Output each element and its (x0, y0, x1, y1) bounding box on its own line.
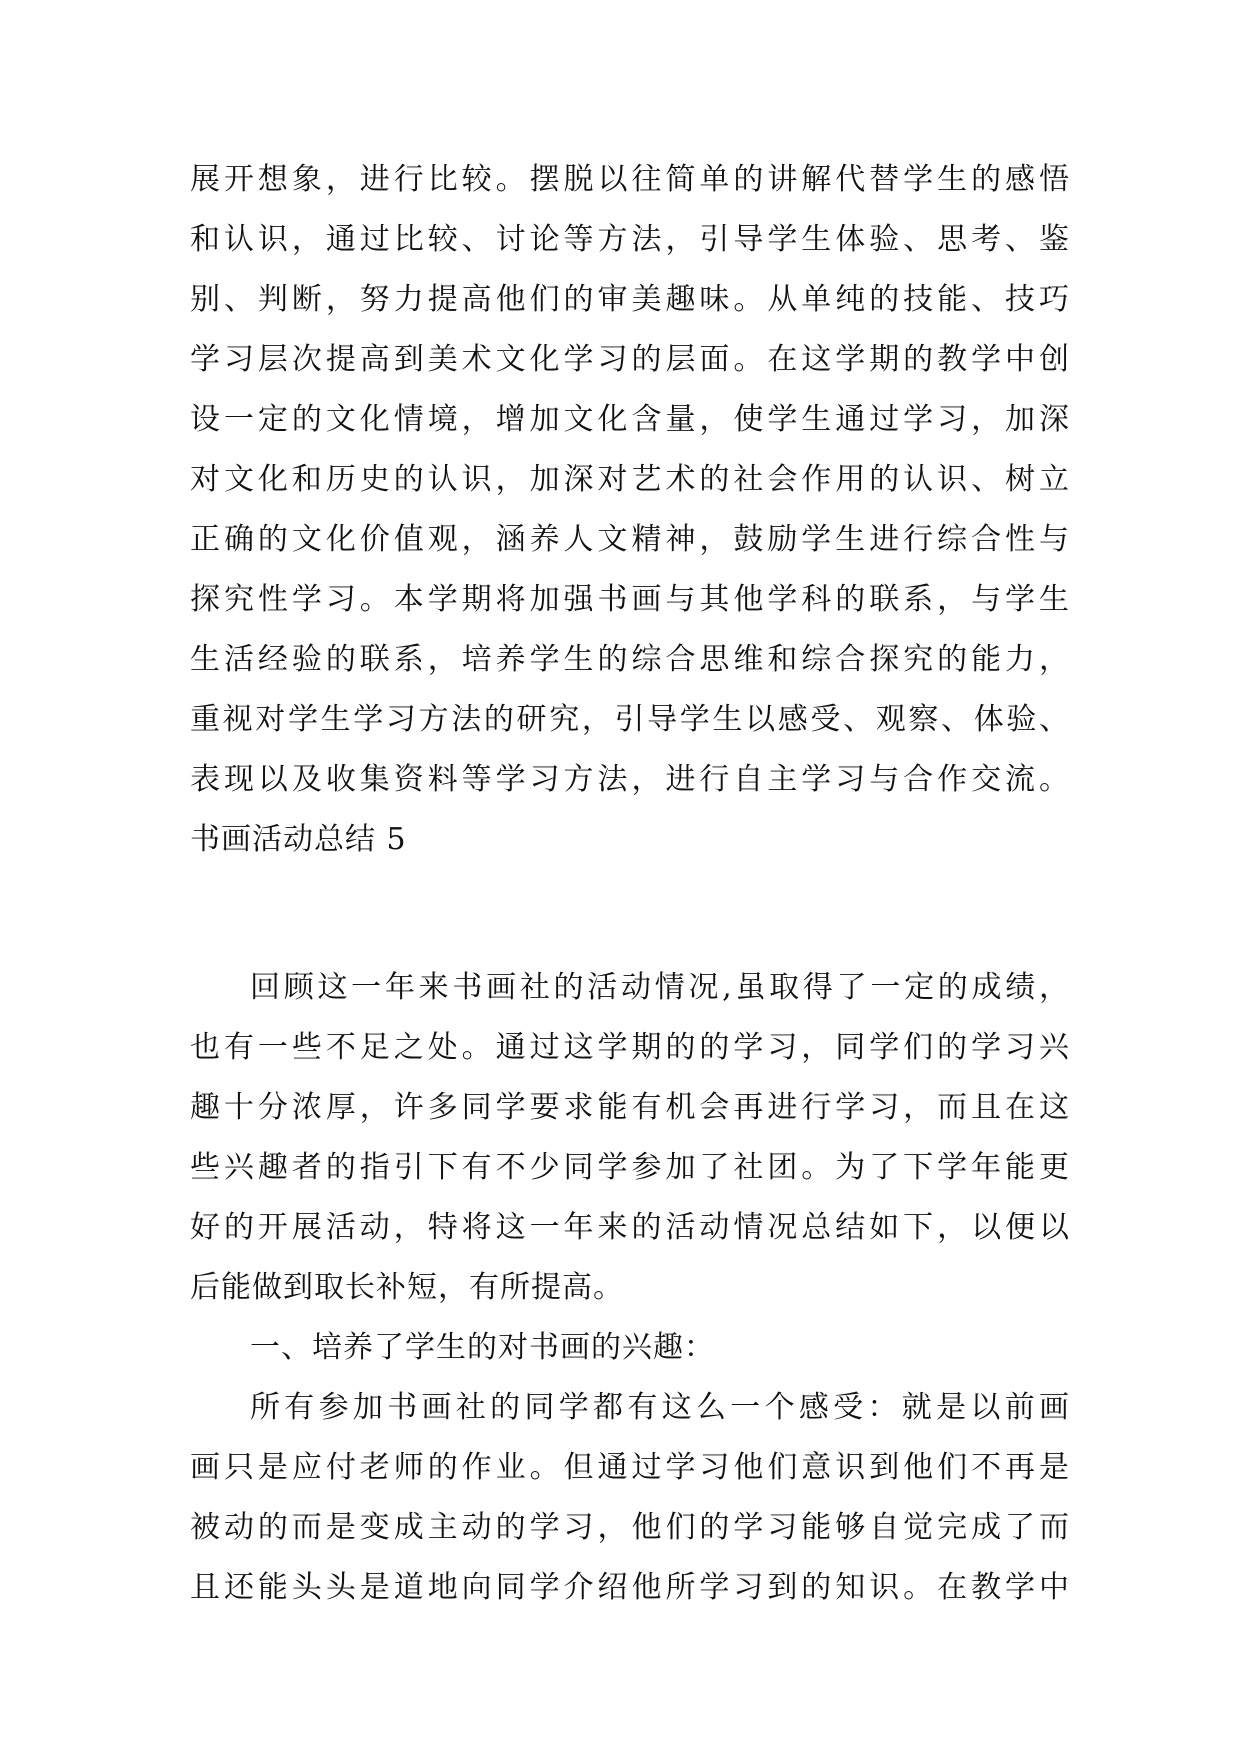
document-body (190, 150, 1070, 1618)
text-line: 好的开展活动，特将这一年来的活动情况总结如下，以便以 (190, 1210, 1070, 1245)
text-line: 展开想象，进行比较。摆脱以往简单的讲解代替学生的感悟 (190, 162, 1070, 197)
text-line: 且还能头头是道地向同学介绍他所学习到的知识。在教学中 (190, 1570, 1070, 1605)
paragraph-1 (190, 150, 1070, 810)
blank-space (190, 870, 1070, 958)
text-line: 也有一些不足之处。通过这学期的的学习，同学们的学习兴 (190, 1030, 1070, 1065)
text-line: 正确的文化价值观，涵养人文精神，鼓励学生进行综合性与 (190, 522, 1070, 557)
text-line: 所有参加书画社的同学都有这么一个感受：就是以前画 (250, 1390, 1070, 1425)
text-line: 设一定的文化情境，增加文化含量，使学生通过学习，加深 (190, 402, 1070, 437)
text-line: 学习层次提高到美术文化学习的层面。在这学期的教学中创 (190, 342, 1070, 377)
text-line: 和认识，通过比较、讨论等方法，引导学生体验、思考、鉴 (190, 222, 1070, 257)
text-line: 被动的而是变成主动的学习，他们的学习能够自觉完成了而 (190, 1510, 1070, 1545)
text-line: 些兴趣者的指引下有不少同学参加了社团。为了下学年能更 (190, 1150, 1070, 1185)
text-line: 后能做到取长补短，有所提高。 (190, 1270, 624, 1305)
paragraph-3 (190, 1378, 1070, 1618)
text-line: 别、判断，努力提高他们的审美趣味。从单纯的技能、技巧 (190, 282, 1070, 317)
text-line: 对文化和历史的认识，加深对艺术的社会作用的认识、树立 (190, 462, 1070, 497)
subsection-heading: 一、培养了学生的对书画的兴趣： (250, 1330, 715, 1365)
text-line: 画只是应付老师的作业。但通过学习他们意识到他们不再是 (190, 1450, 1070, 1485)
text-line: 表现以及收集资料等学习方法，进行自主学习与合作交流。 (190, 762, 1070, 797)
text-line: 回顾这一年来书画社的活动情况,虽取得了一定的成绩， (250, 970, 1070, 1005)
text-line: 重视对学生学习方法的研究，引导学生以感受、观察、体验、 (190, 702, 1070, 737)
text-line: 生活经验的联系，培养学生的综合思维和综合探究的能力， (190, 642, 1070, 677)
text-line: 趣十分浓厚，许多同学要求能有机会再进行学习，而且在这 (190, 1090, 1070, 1125)
section-title: 书画活动总结 5 (190, 822, 407, 857)
paragraph-2 (190, 958, 1070, 1318)
text-line: 探究性学习。本学期将加强书画与其他学科的联系，与学生 (190, 582, 1070, 617)
